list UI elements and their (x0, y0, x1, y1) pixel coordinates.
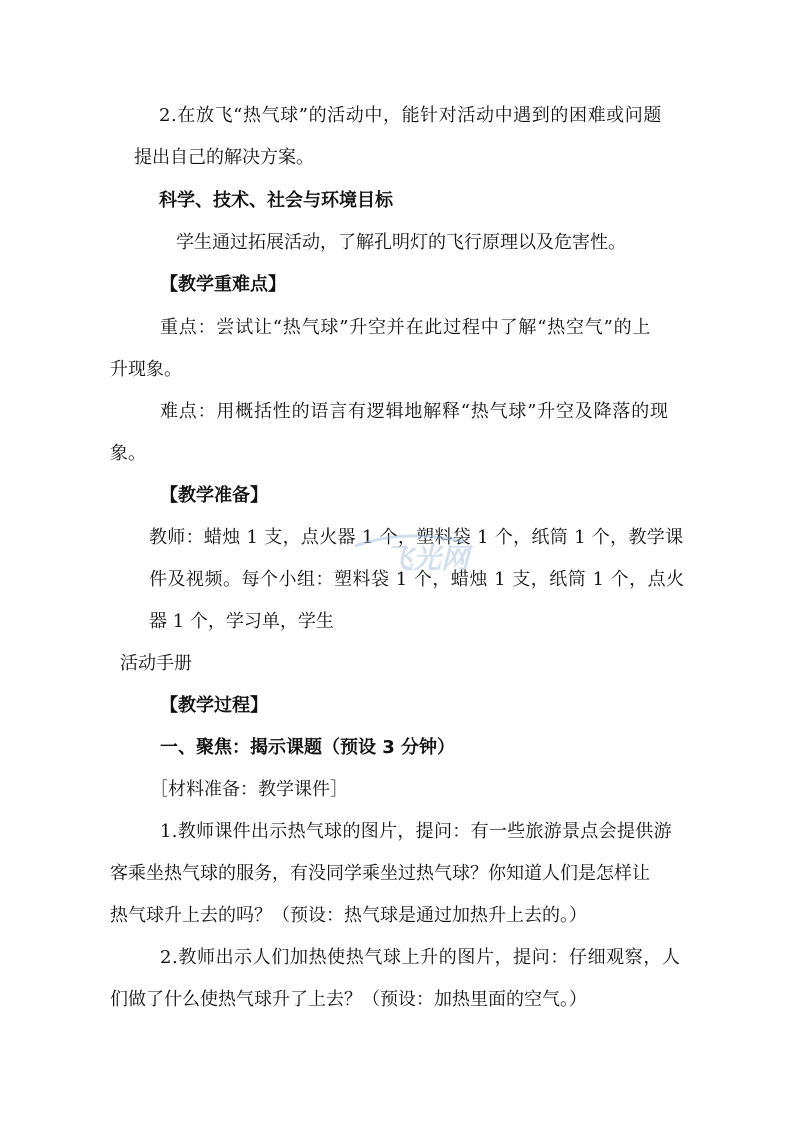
paragraph-line: 活动手册 (120, 653, 192, 674)
paragraph-line: 热气球升上去的吗？（预设：热气球是通过加热升上去的。） (110, 905, 587, 926)
paragraph-line: 们做了什么使热气球升了上去？（预设：加热里面的空气。） (110, 989, 587, 1010)
paragraph-line: 重点：尝试让“热气球”升空并在此过程中了解“热空气”的上 (160, 317, 652, 338)
section-heading: 一、聚焦：揭示课题（预设 3 分钟） (160, 737, 456, 758)
section-heading: 【教学过程】 (160, 695, 268, 716)
section-heading: 【教学重难点】 (160, 274, 286, 295)
paragraph-line: 升现象。 (110, 359, 182, 380)
paragraph-line: 难点：用概括性的语言有逻辑地解释“热气球”升空及降落的现 (160, 401, 669, 422)
paragraph-line: 1.教师课件出示热气球的图片，提问：有一些旅游景点会提供游 (160, 821, 672, 842)
paragraph-line: 象。 (110, 443, 146, 464)
paragraph-line: 教师：蜡烛 1 支，点火器 1 个，塑料袋 1 个，纸筒 1 个，教学课 (149, 527, 684, 548)
paragraph-line: 客乘坐热气球的服务，有没同学乘坐过热气球？你知道人们是怎样让 (110, 863, 650, 884)
watermark-text: 飞光网 (385, 542, 470, 575)
paragraph-line: 器 1 个，学习单，学生 (149, 611, 334, 632)
paragraph-line: 提出自己的解决方案。 (134, 147, 314, 168)
paragraph-line: 学生通过拓展活动，了解孔明灯的飞行原理以及危害性。 (176, 232, 626, 253)
section-heading: 【教学准备】 (160, 485, 268, 506)
section-heading: 科学、技术、社会与环境目标 (159, 190, 393, 211)
paragraph-line: 件及视频。每个小组：塑料袋 1 个，蜡烛 1 支，纸筒 1 个，点火 (149, 569, 685, 590)
paragraph-line: ［材料准备：教学课件］ (150, 779, 348, 800)
paragraph-line: 2.教师出示人们加热使热气球上升的图片，提问：仔细观察，人 (160, 947, 681, 968)
paragraph-line: 2.在放飞“热气球”的活动中，能针对活动中遇到的困难或问题 (159, 105, 662, 126)
